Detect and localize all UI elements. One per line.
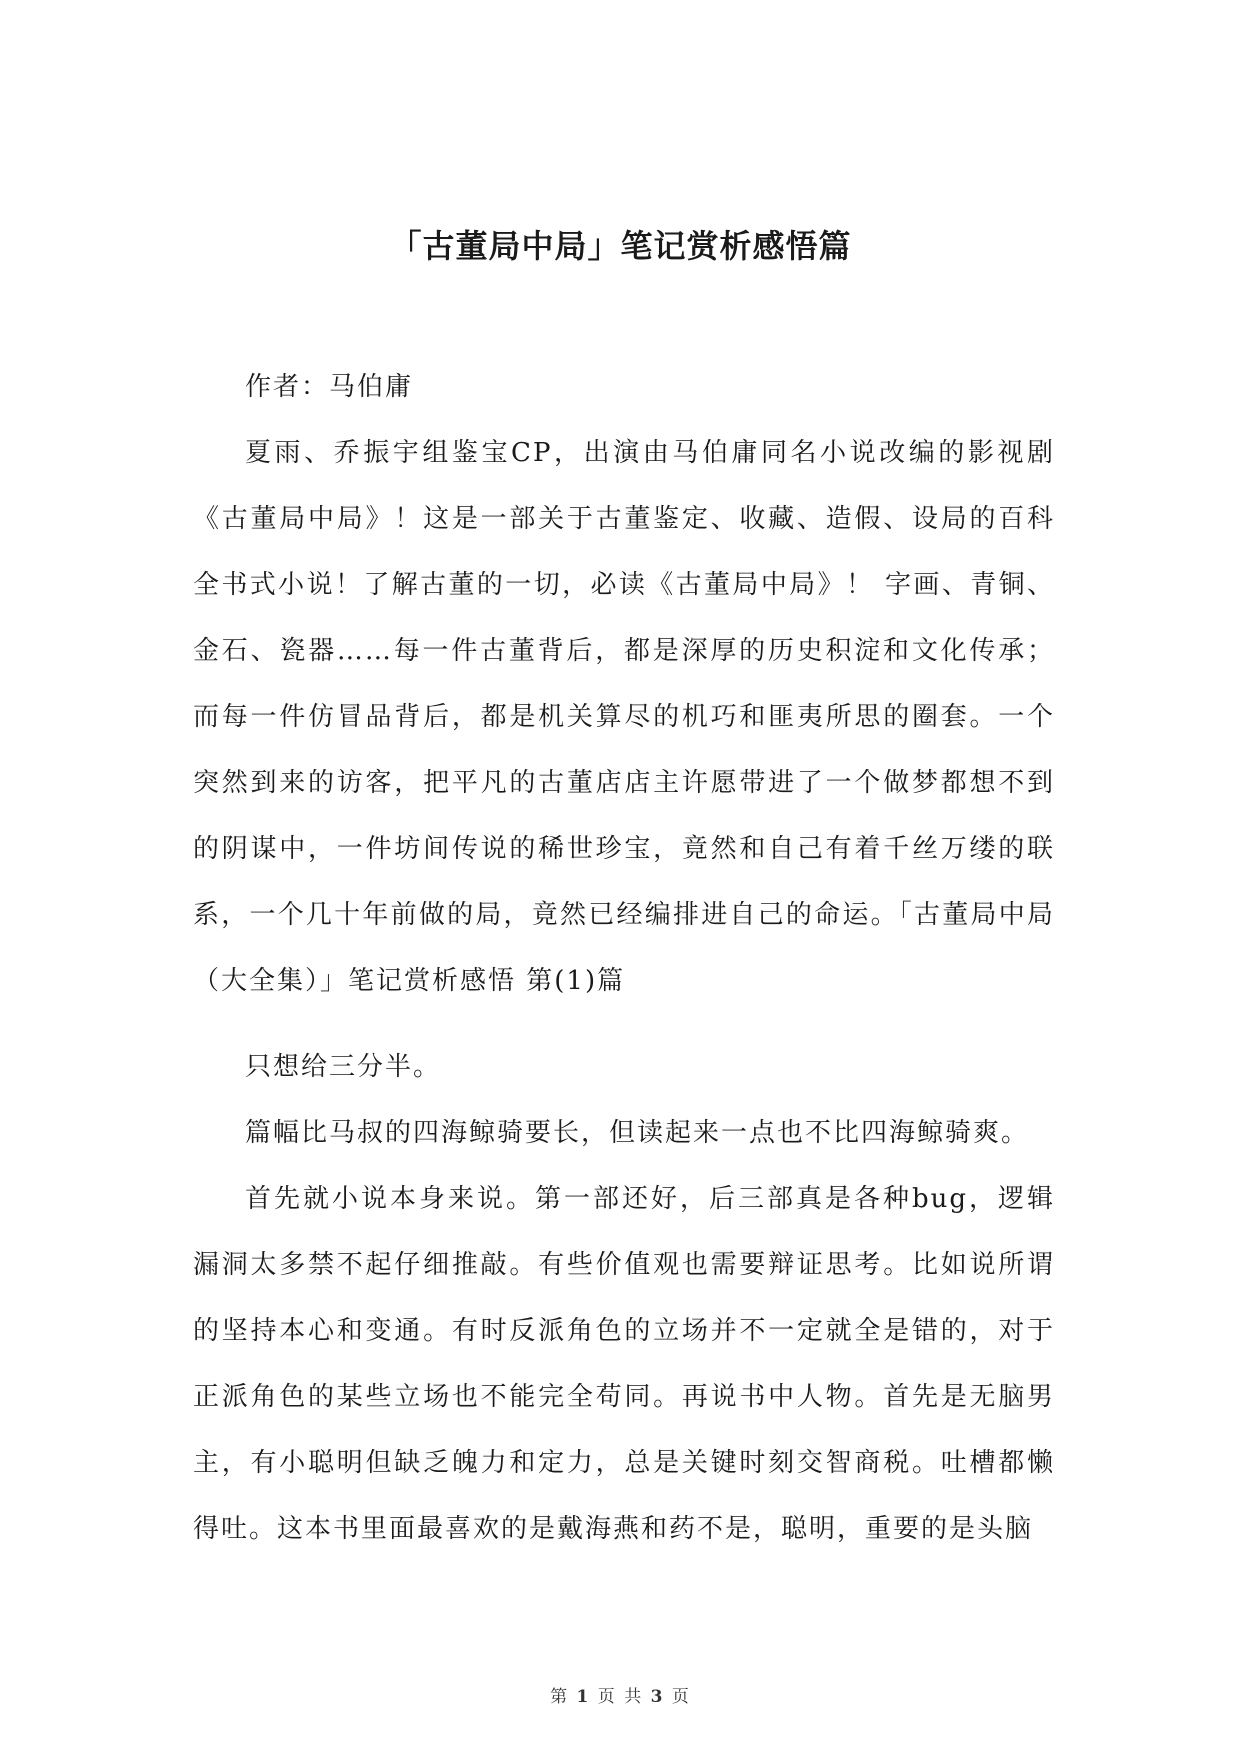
- paragraph-rating: [193, 1034, 1055, 1100]
- paragraph-text: 只想给三分半。: [245, 1052, 442, 1082]
- author-text: 作者：马伯庸: [245, 372, 414, 402]
- document-title: 「古董局中局」笔记赏析感悟篇: [389, 227, 852, 265]
- paragraph-text: 夏雨、乔振宇组鉴宝CP，出演由马伯庸同名小说改编的影视剧《古董局中局》！这是一部关于古董鉴定、收藏、造假、设局的百科全书式小说！了解古董的一切，必读《古董局中局》！ 字画、青铜、金石、瓷器……每一件古董背后，都是深厚的历史积淀和文化传承；而每一件仿冒品背后，都是机关算尽的机巧和匪夷所思的圈套。一个突然到来的访客，把平凡的古董店店主许愿带进了一个做梦都想不到的阴谋中，一件坊间传说的稀世珍宝，竟然和自己有着千丝万缕的联系，一个几十年前做的局，竟然已经编排进自己的命运。「古董局中局（大全集）」笔记赏析感悟 第(1)篇: [193, 438, 1055, 996]
- paragraph-review: [193, 1166, 1055, 1562]
- page-footer: [0, 1682, 1241, 1707]
- footer-suffix: 页: [671, 1687, 691, 1707]
- footer-total-pages: 3: [650, 1687, 665, 1707]
- footer-prefix: 第: [550, 1687, 570, 1707]
- paragraph-intro: [193, 420, 1055, 1014]
- footer-middle: 页 共: [597, 1687, 644, 1707]
- author-line: [193, 354, 1055, 420]
- paragraph-length: [193, 1100, 1055, 1166]
- paragraph-text: 首先就小说本身来说。第一部还好，后三部真是各种bug，逻辑漏洞太多禁不起仔细推敲。有些价值观也需要辩证思考。比如说所谓的坚持本心和变通。有时反派角色的立场并不一定就全是错的，对于正派角色的某些立场也不能完全苟同。再说书中人物。首先是无脑男主，有小聪明但缺乏魄力和定力，总是关键时刻交智商税。吐槽都懒得吐。这本书里面最喜欢的是戴海燕和药不是，聪明，重要的是头脑: [193, 1184, 1055, 1544]
- footer-page-number: 1: [576, 1687, 591, 1707]
- paragraph-text: 篇幅比马叔的四海鲸骑要长，但读起来一点也不比四海鲸骑爽。: [245, 1118, 1030, 1148]
